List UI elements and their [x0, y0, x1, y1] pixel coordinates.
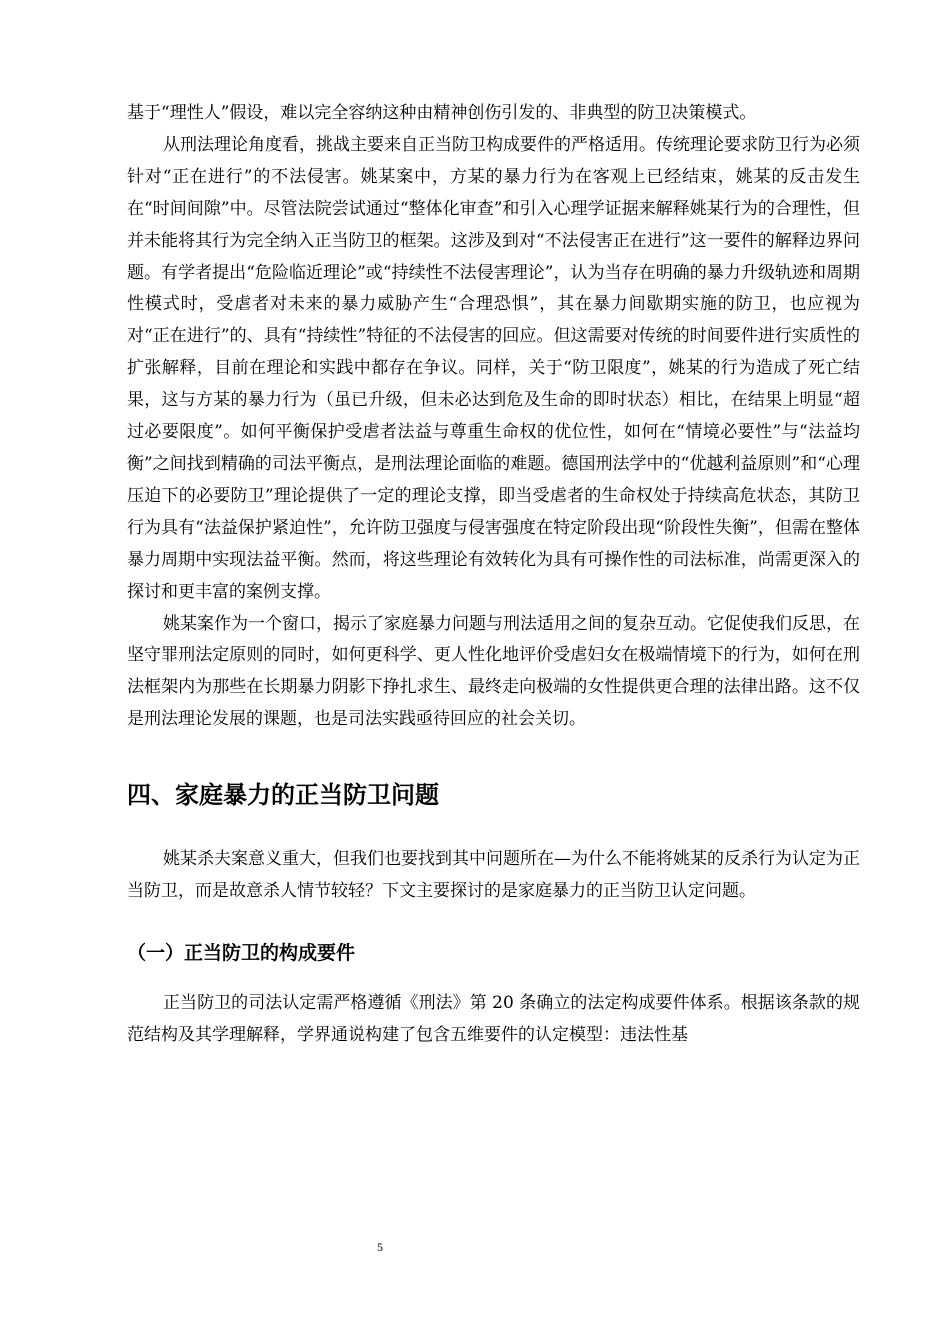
paragraph-section-intro: 姚某杀夫案意义重大，但我们也要找到其中问题所在—为什么不能将姚某的反杀行为认定为正当防卫，而是故意杀人情节较轻？下文主要探讨的是家庭暴力的正当防卫认定问题。: [127, 849, 860, 902]
section-heading: 四、家庭暴力的正当防卫问题: [127, 781, 439, 810]
page-number: 5: [377, 1240, 383, 1254]
document-body: [127, 98, 860, 1052]
paragraph-criminal-law-theory: 从刑法理论角度看，挑战主要来自正当防卫构成要件的严格适用。传统理论要求防卫行为必须针对“正在进行”的不法侵害。姚某案中，方某的暴力行为在客观上已经结束，姚某的反击发生在“时间间隙”中。尽管法院尝试通过“整体化审查”和引入心理学证据来解释姚某行为的合理性，但并未能将其行为完全纳入正当防卫的框架。这涉及到对“不法侵害正在进行”这一要件的解释边界问题。有学者提出“危险临近理论”或“持续性不法侵害理论”，认为当存在明确的暴力升级轨迹和周期性模式时，受虐者对未来的暴力威胁产生“合理恐惧”，其在暴力间歇期实施的防卫，也应视为对“正在进行”的、具有“持续性”特征的不法侵害的回应。但这需要对传统的时间要件进行实质性的扩张解释，目前在理论和实践中都存在争议。同样，关于“防卫限度”，姚某的行为造成了死亡结果，这与方某的暴力行为（虽已升级，但未必达到危及生命的即时状态）相比，在结果上明显“超过必要限度”。如何平衡保护受虐者法益与尊重生命权的优位性，如何在“情境必要性”与“法益均衡”之间找到精确的司法平衡点，是刑法理论面临的难题。德国刑法学中的“优越利益原则”和“心理压迫下的必要防卫”理论提供了一定的理论支撑，即当受虐者的生命权处于持续高危状态，其防卫行为具有“法益保护紧迫性”，允许防卫强度与侵害强度在特定阶段出现“阶段性失衡”，但需在整体暴力周期中实现法益平衡。然而，将这些理论有效转化为具有可操作性的司法标准，尚需更深入的探讨和更丰富的案例支撑。: [127, 134, 860, 602]
paragraph-subsection-text: 正当防卫的司法认定需严格遵循《刑法》第 20 条确立的法定构成要件体系。根据该条款的规范结构及其学理解释，学界通说构建了包含五维要件的认定模型：违法性基: [127, 992, 860, 1045]
paragraph-continuation: 基于“理性人”假设，难以完全容纳这种由精神创伤引发的、非典型的防卫决策模式。: [127, 103, 757, 123]
subsection-heading: （一）正当防卫的构成要件: [127, 941, 356, 964]
paragraph-case-reflection: 姚某案作为一个窗口，揭示了家庭暴力问题与刑法适用之间的复杂互动。它促使我们反思，在坚守罪刑法定原则的同时，如何更科学、更人性化地评价受虐妇女在极端情境下的行为，如何在刑法框架内为那些在长期暴力阴影下挣扎求生、最终走向极端的女性提供更合理的法律出路。这不仅是刑法理论发展的课题，也是司法实践亟待回应的社会关切。: [127, 613, 860, 730]
